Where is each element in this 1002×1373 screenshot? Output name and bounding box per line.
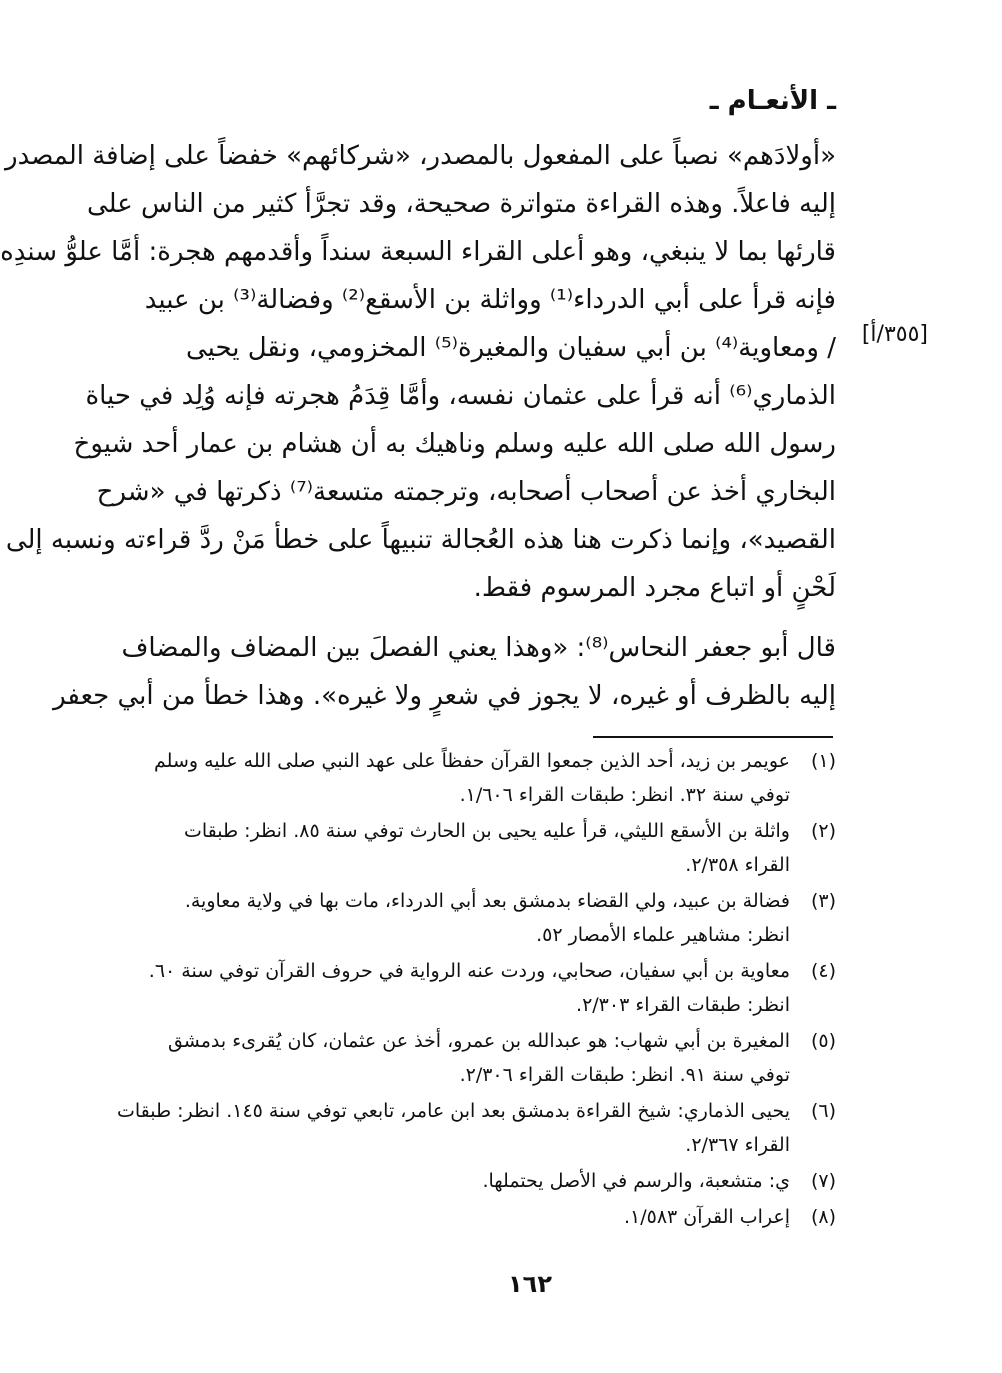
footnote-number: (٤): [810, 960, 836, 982]
main-text-line: «أولادَهم» نصباً على المفعول بالمصدر، «شركائهم» خفضاً على إضافة المصدر: [5, 141, 836, 171]
footnote-text: القراء ٢/٣٦٧.: [685, 1134, 790, 1156]
main-text-line: / ومعاوية⁽⁴⁾ بن أبي سفيان والمغيرة⁽⁵⁾ المخزومي، ونقل يحيى: [185, 333, 836, 363]
footnote-text: انظر: مشاهير علماء الأمصار ٥٢.: [536, 924, 790, 946]
margin-folio-reference: [٣٥٥/أ]: [861, 322, 928, 347]
footnote-text: يحيى الذماري: شيخ القراءة بدمشق بعد ابن عامر، تابعي توفي سنة ١٤٥. انظر: طبقات: [116, 1100, 790, 1122]
footnote-number: (٣): [810, 890, 836, 912]
footnote: [184, 884, 836, 952]
footnote: [116, 1094, 836, 1162]
paragraph-2: [53, 624, 836, 720]
footnote-text: فضالة بن عبيد، ولي القضاء بدمشق بعد أبي الدرداء، مات بها في ولاية معاوية.: [184, 890, 790, 912]
footnote-number: (٧): [810, 1170, 836, 1192]
main-text-line: رسول الله صلى الله عليه وسلم وناهيك به أن هشام بن عمار أحد شيوخ: [73, 429, 836, 459]
main-text-line: القصيد»، وإنما ذكرت هنا هذه العُجالة تنبيهاً على خطأ مَنْ ردَّ قراءته ونسبه إلى: [5, 525, 836, 555]
footnote-number: (٥): [810, 1030, 836, 1052]
main-text-line: إليه بالظرف أو غيره، لا يجوز في شعرٍ ولا غيره». وهذا خطأ من أبي جعفر: [53, 681, 836, 711]
main-text-line: البخاري أخذ عن أصحاب أصحابه، وترجمته متسعة⁽⁷⁾ ذكرتها في «شرح: [96, 477, 836, 507]
footnote-number: (٨): [810, 1206, 836, 1228]
main-text-line: قارئها بما لا ينبغي، وهو أعلى القراء السبعة سنداً وأقدمهم هجرة: أمَّا علوُّ سندِه: [0, 237, 836, 267]
footnote: [224, 1200, 836, 1234]
footnote-text: انظر: طبقات القراء ٢/٣٠٣.: [576, 994, 790, 1016]
footnote: [224, 1164, 836, 1198]
footnotes: [116, 744, 836, 1236]
footnote-number: (٦): [810, 1100, 836, 1122]
page-number: ١٦٢: [508, 1270, 552, 1298]
footnote-number: (٢): [810, 820, 836, 842]
running-head: ـ الأنعـام ـ: [709, 86, 836, 116]
footnote-text: توفي سنة ٣٢. انظر: طبقات القراء ١/٦٠٦.: [459, 784, 790, 806]
footnote-text: إعراب القرآن ١/٥٨٣.: [623, 1206, 790, 1228]
footnote-number: (١): [810, 750, 836, 772]
footnote-text: واثلة بن الأسقع الليثي، قرأ عليه يحيى بن الحارث توفي سنة ٨٥. انظر: طبقات: [183, 820, 790, 842]
footnote-text: عويمر بن زيد، أحد الذين جمعوا القرآن حفظاً على عهد النبي صلى الله عليه وسلم: [154, 750, 790, 772]
footnote-text: ي: متشعبة، والرسم في الأصل يحتملها.: [482, 1170, 790, 1192]
footnote-separator: [593, 736, 833, 738]
footnote: [148, 954, 836, 1022]
main-text-line: لَحْنٍ أو اتباع مجرد المرسوم فقط.: [473, 573, 836, 603]
footnote-text: القراء ٢/٣٥٨.: [685, 854, 790, 876]
main-text-line: قال أبو جعفر النحاس⁽⁸⁾: «وهذا يعني الفصلَ بين المضاف والمضاف: [121, 633, 836, 663]
main-text-line: فإنه قرأ على أبي الدرداء⁽¹⁾ وواثلة بن الأسقع⁽²⁾ وفضالة⁽³⁾ بن عبيد: [144, 285, 836, 315]
main-text-line: إليه فاعلاً. وهذه القراءة متواترة صحيحة، وقد تجرَّأ كثير من الناس على: [87, 189, 836, 219]
main-text-line: الذماري⁽⁶⁾ أنه قرأ على عثمان نفسه، وأمَّا قِدَمُ هجرته فإنه وُلِد في حياة: [85, 381, 836, 411]
footnote: [154, 744, 836, 812]
footnote: [167, 1024, 836, 1092]
main-text: [0, 132, 836, 720]
footnote: [183, 814, 836, 882]
footnote-text: معاوية بن أبي سفيان، صحابي، وردت عنه الرواية في حروف القرآن توفي سنة ٦٠.: [148, 960, 790, 982]
footnote-text: المغيرة بن أبي شهاب: هو عبدالله بن عمرو، أخذ عن عثمان، كان يُقرىء بدمشق: [167, 1030, 790, 1052]
footnote-text: توفي سنة ٩١. انظر: طبقات القراء ٢/٣٠٦.: [459, 1064, 790, 1086]
